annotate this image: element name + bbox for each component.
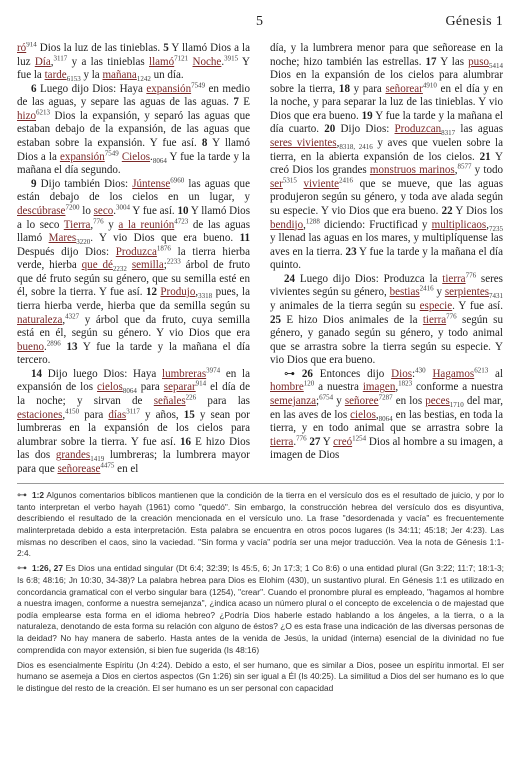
strong-number: 1288 bbox=[305, 216, 320, 225]
word-link[interactable]: Tierra bbox=[63, 218, 91, 231]
verses-24-25 bbox=[270, 273, 503, 368]
strong-number: 776 bbox=[446, 311, 457, 320]
verse-text: . bbox=[44, 340, 47, 353]
verse-text: y a las tinieblas bbox=[67, 55, 149, 68]
verse-number: 26 bbox=[301, 367, 313, 380]
page-number: 5 bbox=[256, 14, 263, 29]
verse-text: árbol de fruto que dé fruto según su género, que su semilla esté en él, sobre la tierra. Y fue así. bbox=[17, 259, 250, 299]
word-link[interactable]: Produzca bbox=[115, 245, 157, 258]
strong-number: 5414 bbox=[489, 61, 503, 70]
word-link[interactable]: Dios bbox=[391, 367, 413, 380]
word-link[interactable]: lumbreras bbox=[162, 367, 207, 380]
verse-text: lo bbox=[79, 204, 94, 217]
strong-number: 6213 bbox=[474, 366, 489, 375]
strong-number: 4150 bbox=[65, 406, 80, 415]
strong-number: 8064 bbox=[152, 156, 167, 165]
strong-number: 8318, 2416 bbox=[339, 143, 373, 152]
footnotes bbox=[17, 490, 504, 758]
strong-number: 776 bbox=[93, 216, 104, 225]
word-link[interactable]: semilla bbox=[131, 259, 164, 272]
strong-number: 3004 bbox=[116, 203, 131, 212]
verse-text: , bbox=[62, 408, 66, 421]
note-text: Dios es esencialmente Espíritu (Jn 4:24). Debido a esto, el ser humano, que es similar a Dios, posee un espíritu inmortal. El ser humano se asemeja a Dios en ciertos aspectos (Gn 1:26) sin ser igual a Él (Is 40:25). La similitud a Dios del ser humano es lo que le distingue del resto de la creación. El ser humano es un ser personal con capacidad bbox=[17, 659, 504, 693]
word-link[interactable]: Cielos bbox=[121, 150, 151, 163]
verse-text: . bbox=[113, 204, 117, 217]
verse-text: en el bbox=[114, 462, 139, 474]
word-link[interactable]: imagen bbox=[362, 381, 396, 394]
strong-number: 914 bbox=[195, 379, 207, 388]
footnote-divider bbox=[17, 483, 504, 484]
verse-text: Y fue la tarde y la mañana el día segundo. bbox=[17, 150, 250, 177]
verse-text: , bbox=[195, 286, 199, 299]
strong-number: 5315 bbox=[282, 176, 297, 185]
verse-text: : bbox=[412, 367, 416, 380]
verse-text: en el día y en la noche, y para separar la luz de las tinieblas. Y vio Dios que era bueno. bbox=[270, 82, 503, 122]
word-link[interactable]: bendijo bbox=[270, 218, 304, 231]
verse-text: las aguas que están debajo de los cielos en un lugar, y bbox=[17, 177, 250, 204]
verse-text: en los bbox=[392, 395, 426, 408]
verse-text: Después dijo Dios: bbox=[17, 245, 116, 258]
word-link[interactable]: expansión bbox=[59, 150, 105, 163]
strong-number: 3220 bbox=[76, 238, 91, 247]
strong-number: 1823 bbox=[398, 379, 413, 388]
note-text: Es Dios una entidad singular (Dt 6:4; 32:39; Is 45:5, 6; Jn 17:3; 1 Co 8:6) o una entidad plural (Gn 3:22; 11:7; 18:1-3; Is 6:8; 48:16; Jn 10:30, 34-38)? La palabra hebrea para Dios es Elohim (430), un sustantivo plural. En Génesis 1:1 es utilizado en concordancia gramatical con el verbo singular bara (1254), "crear". Cuando el pronombre plural es empleado, "hagamos al hombre a nuestra imagen, conforme a nuestra semejanza", ¿indica acaso un número plural o el concepto de excelencia o de majestad que podía emplearse esta forma en el idioma hebreo? ¿Podría Dios haberle estado hablando a los ángeles, a la tierra, o a la naturaleza, denotando de esta forma su relación con alguno de éstos? ¿O es esta frase una indicación de las diversas personas de la deidad? No hay manera de saberlo. Hasta antes de la venida de Jesús, la unidad (interna) esencial de la divinidad no fue comprendida con mayor extensión, si bien fue sugerida (Is 48:16) bbox=[17, 563, 504, 655]
verse-text: para las bbox=[196, 395, 250, 408]
strong-number: 3318 bbox=[198, 292, 213, 301]
verse-text: Dijo luego Dios: Haya bbox=[42, 367, 162, 380]
page-header bbox=[0, 14, 521, 36]
left-column bbox=[17, 42, 250, 474]
verses-6-8 bbox=[17, 83, 250, 178]
verse-text: ; bbox=[163, 259, 167, 272]
verse-text: Y fue la tarde y la mañana el día quinto. bbox=[270, 245, 503, 272]
verse-text: . bbox=[293, 435, 297, 448]
strong-number: 7549 bbox=[104, 148, 119, 157]
word-link[interactable]: grandes bbox=[55, 449, 91, 462]
word-link[interactable]: a la reunión bbox=[118, 218, 175, 231]
word-link[interactable]: Produzcan bbox=[394, 123, 442, 136]
verse-text bbox=[295, 368, 302, 380]
word-link[interactable]: puso bbox=[468, 55, 490, 68]
word-link[interactable]: señorear bbox=[385, 82, 423, 95]
verse-text: Y llamó Dios a la luz bbox=[17, 42, 250, 68]
word-link[interactable]: cielos bbox=[350, 408, 376, 421]
verse-text: E hizo Dios animales de la bbox=[281, 313, 423, 326]
verse-text: ; bbox=[316, 395, 320, 408]
word-link[interactable]: expansión bbox=[146, 82, 192, 95]
verse-text: y bbox=[333, 395, 345, 408]
strong-number: 8064 bbox=[378, 414, 393, 423]
verse-text: lumbreras; la lumbrera mayor para que bbox=[17, 449, 250, 474]
verse-text: Dijo Dios: bbox=[335, 123, 395, 136]
note-1-2 bbox=[17, 490, 504, 560]
strong-number: 7200 bbox=[65, 203, 80, 212]
verse-text: E bbox=[238, 96, 250, 109]
strong-number: 3117 bbox=[126, 406, 140, 415]
verse-text: conforme a nuestra bbox=[412, 381, 503, 394]
word-link[interactable]: Día bbox=[34, 55, 51, 68]
strong-number: 7549 bbox=[191, 81, 206, 90]
note-reference: 1:2 bbox=[32, 490, 45, 500]
word-link[interactable]: llamó bbox=[149, 55, 175, 68]
verse-text: Dios al hombre a su imagen, a imagen de Dios bbox=[270, 435, 503, 462]
verse-text: , bbox=[454, 164, 458, 177]
verse-text: E hizo Dios las dos bbox=[17, 435, 250, 462]
verse-text: y años, bbox=[139, 408, 184, 421]
verse-text: que se mueve, que las aguas produjeron según su género, y toda ave alada según su especie. Y vio Dios que era bueno. bbox=[270, 177, 503, 217]
word-link[interactable]: estaciones bbox=[17, 408, 63, 421]
note-reference: 1:26, 27 bbox=[32, 563, 63, 574]
verse-number: 16 bbox=[179, 435, 192, 448]
verse-text: en medio de las aguas, y separe las aguas de las aguas. bbox=[17, 82, 250, 109]
word-link[interactable]: peces bbox=[425, 395, 450, 408]
verse-text: Dijo también Dios: bbox=[36, 177, 133, 190]
verse-number: 13 bbox=[66, 340, 78, 353]
word-link[interactable]: viviente bbox=[303, 177, 340, 190]
word-link[interactable]: bueno bbox=[17, 340, 44, 353]
strong-number: 4910 bbox=[422, 81, 437, 90]
verse-text: Entonces dijo bbox=[312, 367, 392, 380]
verse-text: Luego dijo Dios: Produzca la bbox=[295, 272, 443, 285]
verse-number: 23 bbox=[345, 245, 357, 258]
strong-number: 6213 bbox=[36, 108, 51, 117]
verse-text: del mar, en las aves de los bbox=[270, 395, 503, 421]
word-link[interactable]: que dé bbox=[81, 259, 113, 272]
verse-text: Y fue la tarde y la mañana el día tercero. bbox=[17, 340, 250, 367]
strong-number: 3915 bbox=[224, 53, 239, 62]
verse-text: las aguas bbox=[455, 123, 503, 136]
note-text: Algunos comentarios bíblicos mantienen que la condición de la tierra en el versículo dos es el resultado de juicio, y por lo tanto interpretan el verbo hayah (1961) como "quedó". Sin embargo, la construcción hebrea del versículo dos es disyuntiva, describiendo el resultado de la creación mencionada en el versículo uno. La frase "desordenada y vacía" es frecuentemente malinterpretada debido a esta interpretación. Esta palabra se encuentra en otros pocos lugares (Is 34:11; 45:18; Jer 4:23). Las mismas no describen el caos, sino la vaciedad. "Sin forma y vacía" podría ser una mejor traducción. Vea la nota de Génesis 1:1-2:4. bbox=[17, 490, 504, 559]
verse-text: y sean por lumbreras en la expansión de los cielos para alumbrar sobre la tierra. Y fue así. bbox=[17, 408, 250, 448]
verses-9-13 bbox=[17, 178, 250, 368]
word-link[interactable]: seres vivientes bbox=[270, 137, 337, 150]
note-1-26-27 bbox=[17, 563, 504, 656]
word-link[interactable]: seco bbox=[93, 204, 114, 217]
verse-text: , bbox=[395, 381, 399, 394]
word-link[interactable]: naturaleza bbox=[17, 313, 63, 326]
word-link[interactable]: señorease bbox=[57, 462, 101, 474]
verse-text: . bbox=[221, 55, 225, 68]
note-continuation bbox=[17, 660, 504, 695]
verse-text: Y fue así. bbox=[130, 204, 178, 217]
verse-text: Y bbox=[320, 435, 334, 448]
verse-number: 12 bbox=[145, 286, 157, 299]
verse-number: 15 bbox=[183, 408, 195, 421]
word-link[interactable]: separar bbox=[163, 381, 196, 394]
verse-text: Dios en la expansión de los cielos para alumbrar sobre la tierra, bbox=[270, 69, 503, 95]
verse-number: 25 bbox=[270, 313, 282, 326]
verse-text: en las bestias, en toda la tierra, y en todo animal que se arrastra sobre la bbox=[270, 408, 503, 435]
word-link[interactable]: tierra bbox=[270, 435, 294, 448]
verse-text: , bbox=[90, 218, 94, 231]
word-link[interactable]: multiplicaos bbox=[431, 218, 487, 231]
verses-4-5 bbox=[17, 42, 250, 83]
strong-number: 6960 bbox=[170, 176, 185, 185]
strong-number: 6153 bbox=[66, 75, 81, 84]
verse-text: según su género, y ganado según su género, y todo animal que se arrastra sobre la tierra según su especie. Y vio Dios que era bueno. bbox=[270, 313, 503, 367]
verse-text: Y fue la bbox=[17, 55, 250, 82]
strong-number: 1876 bbox=[156, 244, 171, 252]
strong-number: 4723 bbox=[174, 216, 189, 225]
verse-text: Dios la expansión, y separó las aguas que estaban debajo de la expansión, de las aguas que estaban sobre la expansión. Y fue así. bbox=[17, 109, 250, 150]
verse-number: 27 bbox=[309, 435, 321, 448]
verse-number: 18 bbox=[338, 82, 350, 95]
verse-number: 8 bbox=[201, 137, 208, 150]
verse-text: Y fue la tarde y la mañana el día cuarto. bbox=[270, 109, 503, 136]
verses-14-16 bbox=[17, 368, 250, 474]
verse-text: , bbox=[486, 218, 489, 231]
word-link[interactable]: tierra bbox=[422, 313, 447, 326]
verse-text: Y Dios los bbox=[452, 204, 503, 217]
strong-number: 1710 bbox=[449, 401, 464, 410]
word-link[interactable]: días bbox=[108, 408, 127, 421]
strong-number: 7235 bbox=[489, 224, 503, 233]
strong-number: 3117 bbox=[53, 53, 68, 62]
strong-number: 8577 bbox=[457, 162, 472, 171]
note-key-icon[interactable]: ⊶ bbox=[17, 563, 27, 575]
verse-text: , bbox=[336, 137, 340, 150]
verse-number: 9 bbox=[31, 177, 37, 190]
verse-number: 11 bbox=[239, 232, 250, 245]
word-link[interactable]: bestias bbox=[389, 286, 420, 299]
strong-number: 8317 bbox=[441, 129, 456, 138]
verse-text: Luego dijo Dios: Haya bbox=[36, 82, 147, 95]
word-link[interactable]: cielos bbox=[97, 381, 123, 394]
strong-number: 6754 bbox=[319, 393, 334, 402]
strong-number: 776 bbox=[465, 271, 477, 280]
verse-number: 10 bbox=[177, 204, 189, 217]
verse-text: . Y fue así. bbox=[452, 299, 503, 312]
verse-text: el día de la noche; y sirvan de bbox=[17, 381, 250, 408]
word-link[interactable]: monstruos marinos bbox=[369, 164, 455, 177]
verse-text: Y creó Dios los grandes bbox=[270, 150, 503, 177]
word-link[interactable]: serpientes bbox=[444, 286, 490, 299]
verse-text: , bbox=[62, 313, 66, 326]
strong-number: 2416 bbox=[339, 176, 354, 185]
verse-text: , bbox=[50, 55, 54, 68]
word-link[interactable]: tarde bbox=[44, 69, 67, 82]
strong-number: 2232 bbox=[112, 265, 127, 274]
right-column bbox=[270, 42, 503, 474]
verse-number: 22 bbox=[441, 204, 453, 217]
verse-text: , bbox=[303, 218, 306, 231]
verse-text: y aves que vuelen sobre la tierra, en la abierta expansión de los cielos. bbox=[270, 137, 503, 163]
word-link[interactable]: tierra bbox=[442, 272, 466, 285]
strong-number: 2896 bbox=[46, 339, 61, 348]
verse-text: día, y la lumbrera menor para que señorease en la noche; hizo también las estrellas. bbox=[270, 42, 503, 68]
strong-number: 430 bbox=[415, 366, 426, 375]
verse-text: y todo bbox=[471, 164, 503, 177]
verse-number: 19 bbox=[361, 109, 373, 122]
verse-text: seres vivientes según su género, bbox=[270, 272, 503, 299]
verse-text: y árbol que da fruto, cuya semilla está en él, según su género. Y vio Dios que era bbox=[17, 313, 250, 340]
verse-number: 24 bbox=[284, 272, 296, 285]
strong-number: 7431 bbox=[489, 292, 503, 301]
verse-text: . bbox=[150, 150, 153, 163]
verse-number: 17 bbox=[425, 55, 437, 68]
word-link[interactable]: Produjo bbox=[160, 286, 196, 299]
verse-text: y bbox=[103, 218, 119, 231]
word-link[interactable]: Mares bbox=[48, 232, 77, 245]
strong-number: 226 bbox=[185, 393, 197, 402]
word-link[interactable]: hizo bbox=[17, 109, 37, 122]
strong-number: 120 bbox=[303, 379, 315, 388]
verse-text: un día. bbox=[150, 69, 184, 82]
verse-number: 21 bbox=[479, 150, 491, 163]
strong-number: 776 bbox=[296, 434, 307, 443]
verse-text: y para bbox=[349, 82, 386, 95]
word-link[interactable]: creó bbox=[333, 435, 353, 448]
verse-text: y llenad las aguas en los mares, y multiplíquense las aves en la tierra. bbox=[270, 232, 503, 258]
verse-text: Y llamó Dios a lo seco bbox=[17, 204, 250, 231]
verse-text: y la bbox=[80, 69, 103, 82]
word-link[interactable]: ró bbox=[17, 42, 27, 54]
word-link[interactable]: Noche bbox=[192, 55, 222, 68]
note-key-icon[interactable]: ⊶ bbox=[284, 367, 296, 380]
verse-number: 14 bbox=[31, 367, 43, 380]
word-link[interactable]: descúbrase bbox=[17, 204, 66, 217]
strong-number: 2233 bbox=[166, 257, 181, 266]
verse-text: , bbox=[375, 408, 379, 421]
verse-number: 5 bbox=[163, 42, 169, 54]
verse-text: para bbox=[136, 381, 164, 394]
verse-text: a nuestra bbox=[314, 381, 363, 394]
strong-number: 2416 bbox=[419, 284, 434, 293]
verse-text: Y las bbox=[436, 55, 469, 68]
verse-number: 20 bbox=[324, 123, 336, 136]
verse-text: y animales de la tierra según su bbox=[270, 299, 420, 312]
strong-number: 8064 bbox=[122, 387, 137, 396]
word-link[interactable]: semejanza bbox=[270, 395, 316, 408]
book-title: Génesis 1 bbox=[445, 14, 503, 29]
strong-number: 914 bbox=[26, 42, 37, 49]
strong-number: 1419 bbox=[90, 455, 105, 464]
strong-number: 3974 bbox=[206, 366, 221, 375]
strong-number: 7287 bbox=[378, 393, 393, 402]
verse-text: . Y vio Dios que era bueno. bbox=[90, 232, 240, 245]
verse-text: y bbox=[433, 286, 445, 299]
verses-16-23 bbox=[270, 42, 503, 273]
verse-text: para bbox=[79, 408, 109, 421]
verse-number: 6 bbox=[31, 82, 37, 95]
verse-text: la tierra hierba verde, hierba bbox=[17, 245, 250, 272]
word-link[interactable]: especie bbox=[419, 299, 453, 312]
word-link[interactable]: Hagamos bbox=[432, 367, 475, 380]
verse-text: diciendo: Fructificad y bbox=[319, 218, 432, 231]
note-key-icon[interactable]: ⊶ bbox=[17, 490, 27, 501]
verse-text: Dios la luz de las tinieblas. bbox=[36, 42, 164, 54]
verse-text: al bbox=[488, 367, 503, 380]
verse-text: en la expansión de los bbox=[17, 367, 250, 394]
strong-number: 4327 bbox=[65, 311, 80, 320]
strong-number: 1242 bbox=[136, 75, 151, 84]
word-link[interactable]: ser bbox=[270, 177, 283, 190]
verses-26-27 bbox=[270, 368, 503, 463]
strong-number: 7121 bbox=[174, 53, 189, 62]
verse-text: de las aguas llamó bbox=[17, 218, 250, 245]
word-link[interactable]: señoree bbox=[344, 395, 379, 408]
word-link[interactable]: Júntense bbox=[132, 177, 171, 190]
verse-text: pues, la tierra hierba verde, hierba que da semilla según su bbox=[17, 286, 250, 312]
word-link[interactable]: hombre bbox=[270, 381, 304, 394]
word-link[interactable]: señales bbox=[153, 395, 186, 408]
verse-text: Y llamó Dios a la bbox=[17, 137, 250, 163]
verse-number: 7 bbox=[233, 96, 239, 109]
word-link[interactable]: mañana bbox=[102, 69, 137, 82]
strong-number: 4475 bbox=[100, 461, 115, 470]
strong-number: 1254 bbox=[352, 434, 367, 443]
